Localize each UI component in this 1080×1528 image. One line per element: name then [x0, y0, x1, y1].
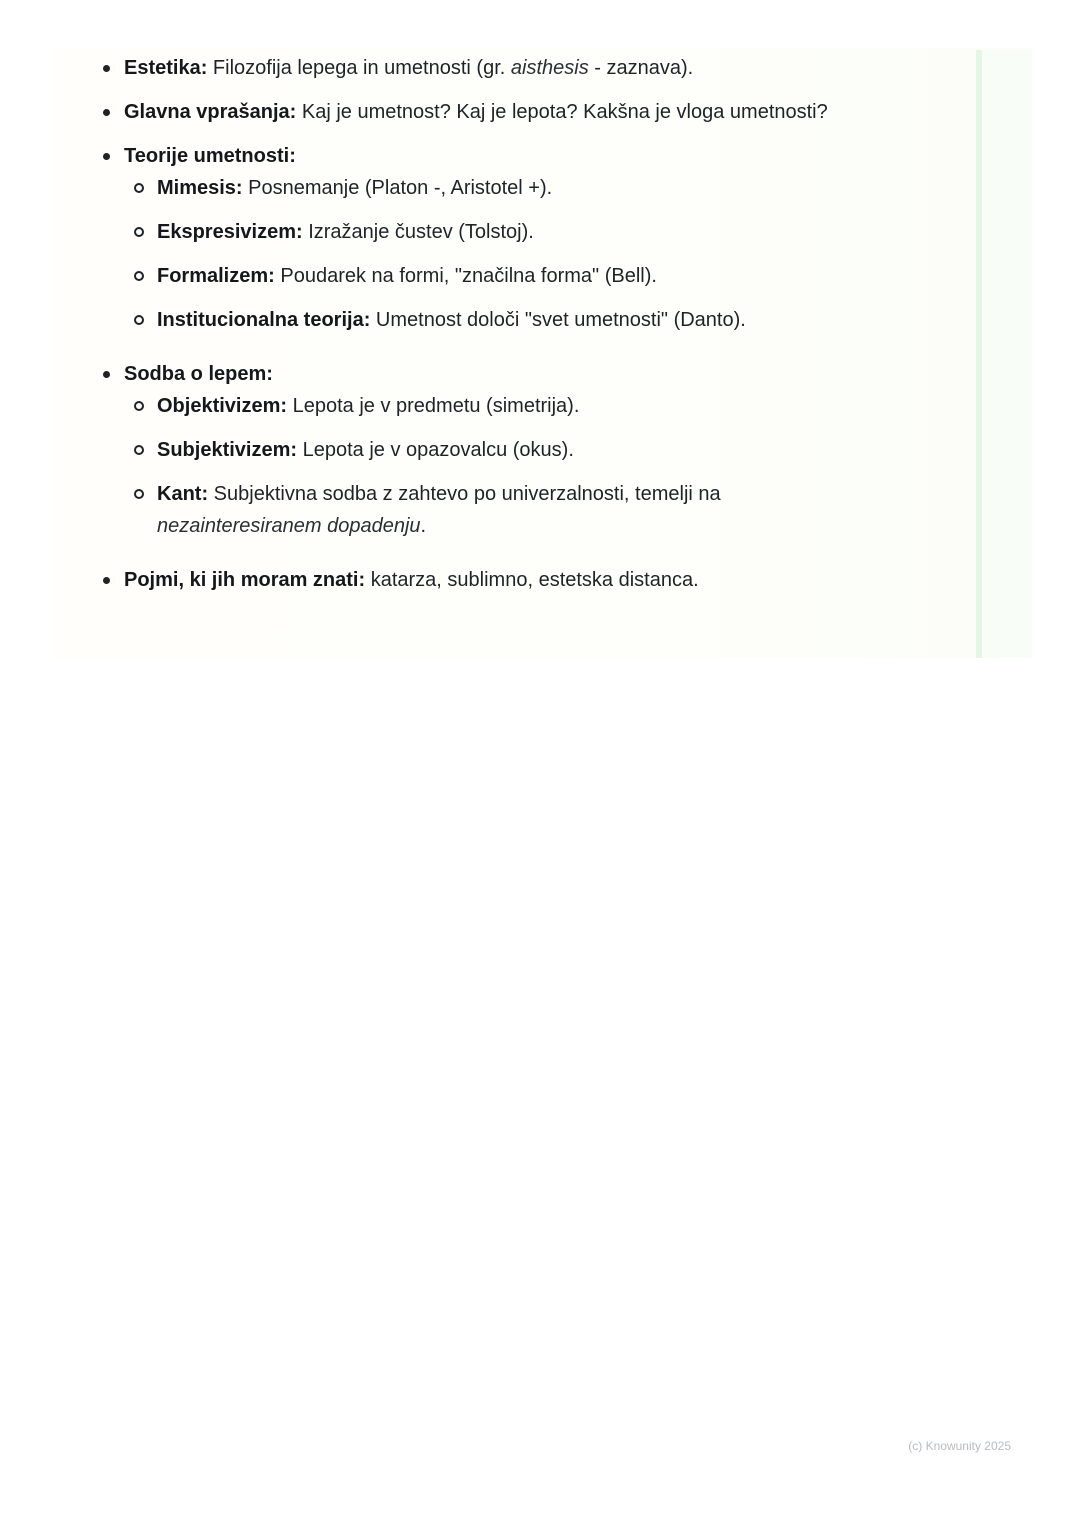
sublist [124, 390, 974, 542]
bullet-ring [134, 315, 144, 325]
italic-term: nezainteresiranem dopadenju [157, 515, 421, 537]
term: Pojmi, ki jih moram znati: [124, 569, 366, 591]
bullet-dot [103, 109, 110, 116]
card-accent-bar [976, 50, 982, 658]
term: Ekspresivizem: [157, 221, 303, 243]
term: Kant: [157, 483, 209, 505]
definition: katarza, sublimno, estetska distanca. [365, 569, 699, 591]
sublist-item-ekspresivizem [157, 216, 974, 248]
sublist-item-subjektivizem [157, 434, 974, 466]
term: Formalizem: [157, 265, 275, 287]
list-item-pojmi [124, 564, 974, 596]
list-item-glavna-vprasanja [124, 96, 974, 128]
sublist-item-mimesis [157, 172, 974, 204]
sublist-item-objektivizem [157, 390, 974, 422]
list-item-teorije-umetnosti [124, 140, 974, 336]
bullet-dot [103, 153, 110, 160]
card-side-panel [982, 50, 1032, 658]
definition: Kaj je umetnost? Kaj je lepota? Kakšna je vloga umetnosti? [296, 101, 828, 123]
sublist-item-formalizem [157, 260, 974, 292]
term: Teorije umetnosti: [124, 145, 296, 167]
list-item-sodba-o-lepem [124, 358, 974, 542]
term: Subjektivizem: [157, 439, 298, 461]
definition-end: . [420, 515, 427, 537]
notes-list [124, 48, 974, 596]
bullet-ring [134, 271, 144, 281]
definition: Lepota je v opazovalcu (okus). [297, 439, 574, 461]
bullet-ring [134, 489, 144, 499]
definition: Filozofija lepega in umetnosti (gr. [207, 57, 511, 79]
bullet-ring [134, 401, 144, 411]
definition: Izražanje čustev (Tolstoj). [302, 221, 534, 243]
bullet-dot [103, 371, 110, 378]
term: Institucionalna teorija: [157, 309, 371, 331]
term: Estetika: [124, 57, 208, 79]
sublist-item-institucionalna [157, 304, 974, 336]
definition: Posnemanje (Platon -, Aristotel +). [242, 177, 553, 199]
definition: Umetnost določi "svet umetnosti" (Danto). [370, 309, 746, 331]
bullet-ring [134, 227, 144, 237]
term: Mimesis: [157, 177, 243, 199]
sublist-item-kant [157, 478, 757, 542]
term: Objektivizem: [157, 395, 288, 417]
list-item-estetika [124, 52, 974, 84]
notes-card [50, 48, 1032, 658]
sublist [124, 172, 974, 336]
copyright-footer: (c) Knowunity 2025 [908, 1439, 1011, 1453]
term: Glavna vprašanja: [124, 101, 297, 123]
definition-end: - zaznava). [588, 57, 694, 79]
italic-term: aisthesis [510, 57, 589, 79]
definition: Subjektivna sodba z zahtevo po univerzalnosti, temelji na [208, 483, 721, 505]
bullet-dot [103, 577, 110, 584]
definition: Lepota je v predmetu (simetrija). [287, 395, 580, 417]
term: Sodba o lepem: [124, 363, 273, 385]
bullet-dot [103, 65, 110, 72]
definition: Poudarek na formi, "značilna forma" (Bell). [274, 265, 657, 287]
bullet-ring [134, 445, 144, 455]
bullet-ring [134, 183, 144, 193]
